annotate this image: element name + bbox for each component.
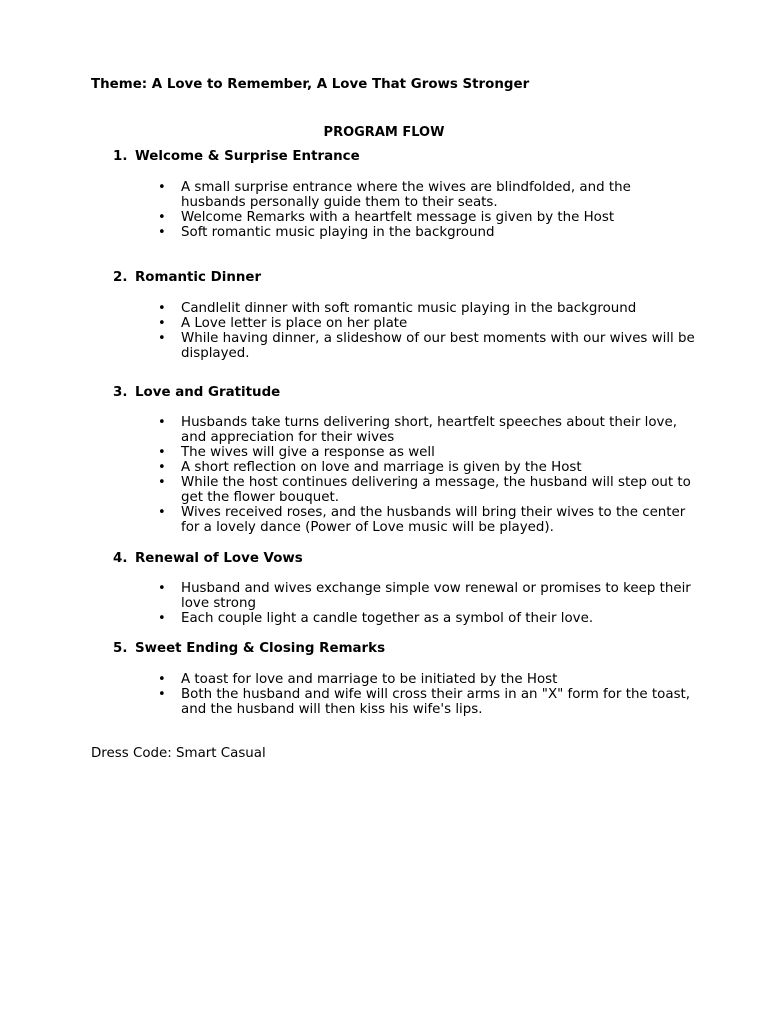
bullet-icon: • [158, 460, 166, 475]
section-heading [113, 149, 360, 164]
section-number: 5. [113, 641, 128, 656]
list-item: • Each couple light a candle together as a symbol of their love. [158, 611, 594, 626]
bullet-icon: • [158, 415, 166, 430]
section-number: 1. [113, 149, 128, 164]
section-heading [113, 641, 385, 656]
bullet-icon: • [158, 331, 166, 346]
list-item: • While having dinner, a slideshow of our best moments with our wives will be displayed. [158, 331, 695, 361]
bullet-icon: • [158, 505, 166, 520]
bullet-icon: • [158, 475, 166, 490]
bullet-icon: • [158, 445, 166, 460]
list-item: • A small surprise entrance where the wives are blindfolded, and the husbands personally guide them to their seats. [158, 180, 631, 210]
bullet-icon: • [158, 225, 166, 240]
bullet-icon: • [158, 210, 166, 225]
bullet-list [158, 581, 698, 626]
bullet-list [158, 301, 698, 361]
dress-code: Dress Code: Smart Casual [91, 746, 266, 761]
bullet-icon: • [158, 687, 166, 702]
section-title: Love and Gratitude [135, 385, 281, 400]
program-title: PROGRAM FLOW [323, 125, 445, 140]
list-item: • While the host continues delivering a message, the husband will step out to get the flower bouquet. [158, 475, 691, 505]
section-title: Renewal of Love Vows [135, 551, 303, 566]
list-item: • The wives will give a response as well [158, 445, 435, 460]
section-title: Sweet Ending & Closing Remarks [135, 641, 386, 656]
list-item: • Candlelit dinner with soft romantic music playing in the background [158, 301, 637, 316]
bullet-list [158, 672, 698, 717]
list-item: • Wives received roses, and the husbands will bring their wives to the center for a lovely dance (Power of Love music will be played). [158, 505, 686, 535]
list-item: • A short reflection on love and marriage is given by the Host [158, 460, 582, 475]
section-title: Romantic Dinner [135, 270, 262, 285]
list-item: • A toast for love and marriage to be initiated by the Host [158, 672, 558, 687]
bullet-list [158, 180, 698, 240]
bullet-icon: • [158, 180, 166, 195]
bullet-icon: • [158, 672, 166, 687]
section-heading [113, 270, 261, 285]
bullet-icon: • [158, 316, 166, 331]
list-item: • Both the husband and wife will cross their arms in an "X" form for the toast, and the husband will then kiss his wife's lips. [158, 687, 691, 717]
section-heading [113, 551, 303, 566]
list-item: • A Love letter is place on her plate [158, 316, 408, 331]
section-heading [113, 385, 280, 400]
section-number: 4. [113, 551, 128, 566]
list-item: • Husband and wives exchange simple vow renewal or promises to keep their love strong [158, 581, 691, 611]
section-title: Welcome & Surprise Entrance [135, 149, 360, 164]
bullet-icon: • [158, 611, 166, 626]
section-number: 2. [113, 270, 128, 285]
list-item: • Husbands take turns delivering short, heartfelt speeches about their love, and appreciation for their wives [158, 415, 677, 445]
bullet-list [158, 415, 698, 535]
list-item: • Soft romantic music playing in the background [158, 225, 495, 240]
bullet-icon: • [158, 581, 166, 596]
list-item: • Welcome Remarks with a heartfelt message is given by the Host [158, 210, 615, 225]
theme-line: Theme: A Love to Remember, A Love That Grows Stronger [91, 77, 530, 92]
section-number: 3. [113, 385, 128, 400]
bullet-icon: • [158, 301, 166, 316]
